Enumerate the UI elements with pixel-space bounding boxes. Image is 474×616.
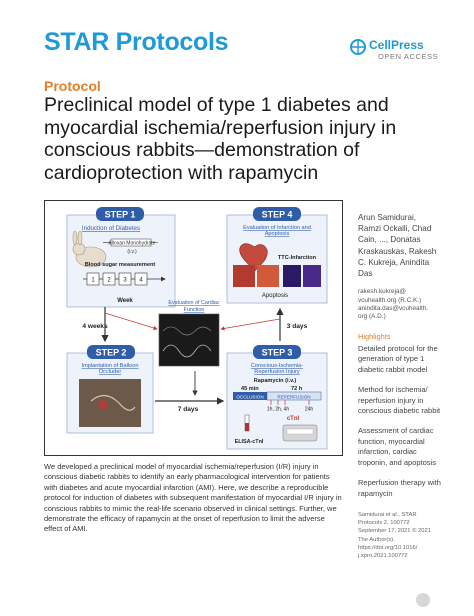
doi-link[interactable]: https://doi.org/10.1016/	[358, 544, 418, 551]
week-number: 2	[107, 277, 111, 284]
step4-title-line2: Apoptosis	[264, 231, 290, 237]
sidebar	[358, 212, 448, 560]
author-line[interactable]: Kraskauskas, Rakesh	[358, 246, 437, 256]
apoptosis-stain-image	[303, 265, 321, 287]
ttc-slice-image	[233, 265, 255, 287]
highlight-item: Assessment of cardiac function, myocardial infarction, cardiac troponin, and apoptosis	[358, 426, 436, 467]
step1-title: Induction of Diabetes	[81, 225, 141, 232]
contact-line[interactable]: org (A.D.)	[358, 313, 386, 321]
echo-image	[159, 314, 219, 366]
step1-measure: Blood sugar measurement	[84, 262, 156, 268]
reperfusion-time: 72 h	[291, 386, 303, 392]
contact-line[interactable]: anindita.das@vcuhealth.	[358, 305, 429, 313]
citation-line: September 17, 2021 © 2021	[358, 528, 431, 535]
doi-link[interactable]: j.xpro.2021.100772	[358, 552, 408, 559]
citation-line: The Author(s).	[358, 536, 395, 543]
article-type: Protocol	[44, 78, 101, 94]
center-title-line1: Evaluation of Cardiac	[168, 300, 220, 306]
week-number: 3	[123, 277, 127, 284]
left-interval-label: 4 weeks	[82, 323, 108, 330]
flow-arrow	[221, 319, 280, 329]
apoptosis-stain-image	[283, 265, 301, 287]
marker-label: cTnI	[286, 416, 300, 422]
article-title: Preclinical model of type 1 diabetes and myocardial ischemia/reperfusion injury in conscious rabbits—demonstration of cardioprotection with rapamycin	[44, 94, 397, 184]
sampling-timepoints: 1h, 2h, 4h	[266, 406, 290, 413]
author-list	[358, 212, 448, 279]
author-line[interactable]: C. Kukreja, Anindita	[358, 257, 430, 267]
highlight-item: Detailed protocol for the generation of type 1 diabetic rabbit model	[358, 344, 438, 374]
check-for-updates-icon[interactable]	[416, 593, 430, 607]
graphical-abstract	[44, 200, 343, 456]
week-number: 4	[139, 277, 143, 284]
citation-line: Samidurai et al., STAR	[358, 511, 417, 518]
blood-tube-icon	[245, 415, 249, 431]
step2-title-line2: Occluder	[98, 369, 122, 375]
summary-paragraph: We developed a preclinical model of myocardial ischemia/reperfusion (I/R) injury in conscious diabetic rabbits to identify an early pharmacological intervention for patients with diabetes and acute myocardial infarction (AMI). Here, we describe a reproducible protocol for induction of diabetes with subsequent manifestation of myocardial I/R injury in conscious rabbits to mimic the real-life scenario observed in clinical settings. Further, we demonstrate the efficacy of rapamycin at the onset of reperfusion to limit the adverse effect of AMI.	[44, 462, 342, 534]
step2-label: STEP 2	[95, 347, 127, 358]
highlight-item: Method for ischemia/ reperfusion injury in conscious diabetic rabbit	[358, 385, 441, 416]
occlusion-label: OCCLUSION	[236, 394, 264, 400]
author-line[interactable]: Das	[358, 269, 373, 279]
citation-block	[358, 511, 448, 560]
apoptosis-label: Apoptosis	[261, 293, 289, 299]
highlight-item: Reperfusion therapy with rapamycin	[358, 478, 441, 498]
author-line[interactable]: Cain, ..., Donatas	[358, 235, 421, 245]
step3-label: STEP 3	[261, 347, 293, 358]
step3-title-line1: Conscious-Ischemia-	[250, 363, 304, 369]
author-line[interactable]: Arun Samidurai,	[358, 213, 417, 222]
plate-reader-icon	[283, 425, 317, 441]
cellpress-icon	[350, 39, 366, 55]
flow-arrow	[105, 313, 157, 329]
center-title-line2: Function	[183, 307, 205, 313]
occlusion-time: 45 min	[241, 386, 259, 392]
bottom-interval-label: 7 days	[177, 406, 199, 413]
highlights-heading: Highlights	[358, 331, 391, 341]
reperfusion-label: REPERFUSION	[277, 394, 311, 400]
contact-emails[interactable]	[358, 288, 448, 322]
journal-title: STAR Protocols	[44, 28, 229, 56]
step3-drug: Rapamycin (i.v.)	[253, 378, 297, 384]
surgery-photo	[79, 379, 141, 427]
step1-route: (i.v.)	[127, 249, 137, 255]
open-access-label: OPEN ACCESS	[378, 52, 439, 61]
step2-title-line1: Implantation of Balloon	[81, 363, 139, 369]
step1-label: STEP 1	[104, 209, 136, 220]
right-interval-label: 3 days	[286, 323, 308, 330]
sampling-timepoint-last: 24h	[304, 406, 314, 413]
contact-line[interactable]: rakesh.kukreja@	[358, 288, 407, 296]
publisher-name: CellPress	[369, 38, 424, 52]
step3-title-line2: Reperfusion Injury	[254, 369, 300, 375]
cellpress-logo[interactable]	[350, 38, 442, 64]
ttc-label: TTC-Infarction	[277, 255, 317, 261]
step1-drug: Alloxan Monohydrate	[108, 240, 156, 247]
citation-line: Protocols 2, 100772	[358, 520, 410, 527]
assay-label: ELISA-cTnI	[234, 439, 264, 445]
step4-label: STEP 4	[261, 209, 293, 220]
week-axis-label: Week	[117, 298, 133, 304]
week-number: 1	[91, 277, 95, 284]
ttc-slice-image	[257, 265, 279, 287]
contact-line[interactable]: vcuhealth.org (R.C.K.)	[358, 296, 422, 304]
author-line[interactable]: Ramzi Ockaili, Chad	[358, 224, 432, 234]
step4-title-line1: Evaluation of Infarction and	[243, 225, 311, 231]
